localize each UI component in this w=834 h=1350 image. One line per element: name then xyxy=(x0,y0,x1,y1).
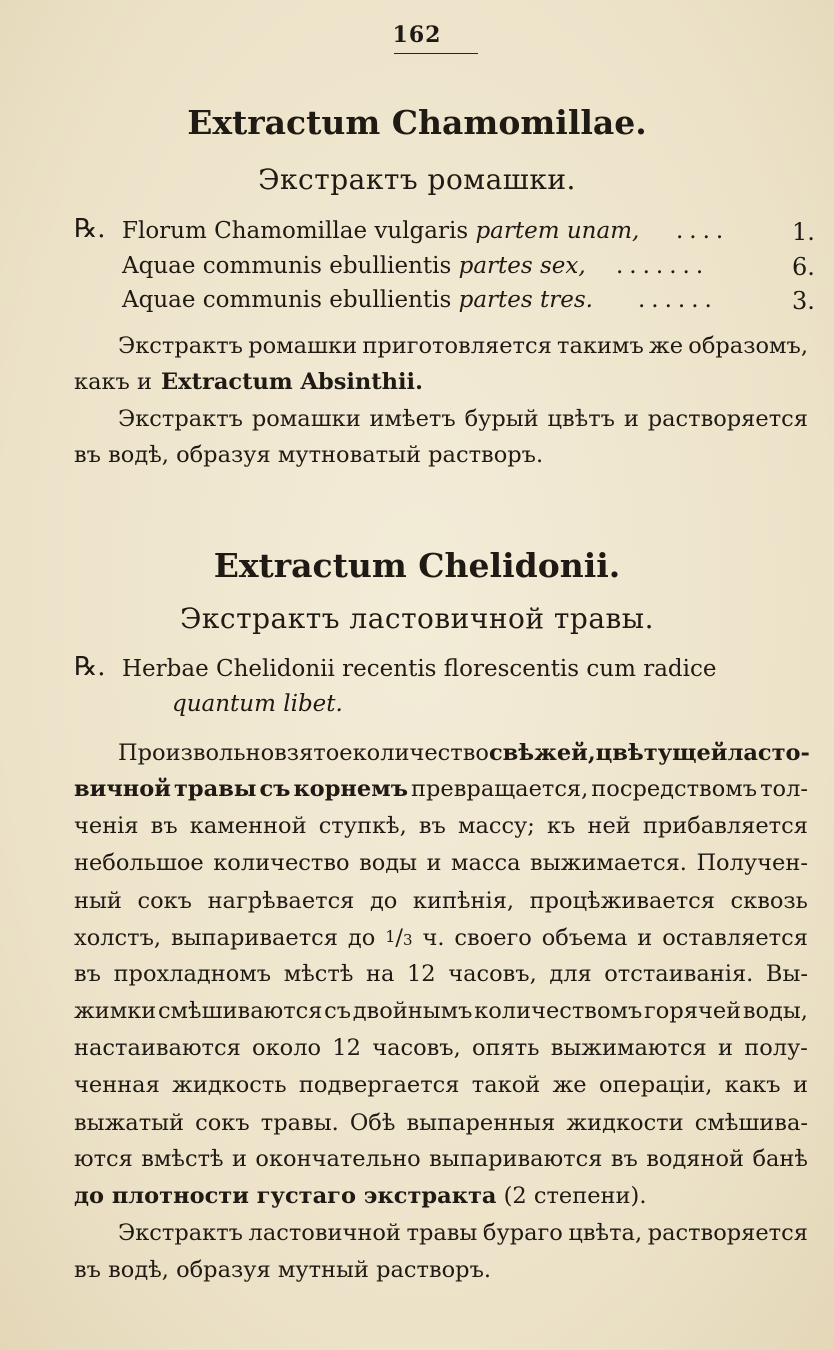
word: свѣжей, xyxy=(488,740,596,766)
word: водяной xyxy=(646,1146,745,1172)
word: Получен- xyxy=(696,850,808,876)
paragraph-line xyxy=(74,1183,808,1209)
word: настаиваются xyxy=(74,1035,241,1061)
paragraph-line xyxy=(74,442,808,468)
word: ластовичной xyxy=(248,1220,401,1246)
leader-dots: ...... xyxy=(638,287,718,313)
word: Экстрактъ xyxy=(118,333,243,359)
ingredient-qty: 3. xyxy=(792,287,815,315)
word: цвѣтъ xyxy=(547,406,615,432)
word: Обѣ xyxy=(349,1110,396,1136)
word: сквозь xyxy=(730,888,808,914)
word: процѣживается xyxy=(529,888,715,914)
word: корнемъ xyxy=(293,776,409,802)
word: ченія xyxy=(74,813,139,839)
word: ромашки xyxy=(251,406,361,432)
word: и xyxy=(426,850,442,876)
word: жимки xyxy=(74,998,157,1024)
word: травы xyxy=(173,776,257,802)
paragraph-line xyxy=(74,998,808,1024)
word: до xyxy=(347,925,376,951)
word: Экстрактъ xyxy=(118,1220,243,1246)
ingredient-line: Herbae Chelidonii recentis florescentis cum radice xyxy=(122,656,717,682)
paragraph-line xyxy=(74,1146,808,1172)
word: количествомъ xyxy=(474,998,643,1024)
word: ный xyxy=(74,888,122,914)
word: и xyxy=(792,1072,808,1098)
word: 12 xyxy=(406,961,436,987)
word: съ xyxy=(324,998,352,1024)
recipe-symbol: ℞. xyxy=(74,214,106,244)
word: вичной xyxy=(74,776,171,802)
word: холстъ, xyxy=(74,925,162,951)
word: ются xyxy=(74,1146,133,1172)
page-number-rule xyxy=(394,53,478,54)
ingredient-qty: 1. xyxy=(792,218,815,246)
ingredient-amount: partes tres. xyxy=(458,287,593,313)
word: же xyxy=(649,333,684,359)
word: такой xyxy=(471,1072,541,1098)
word: растворяется xyxy=(647,1220,808,1246)
paragraph-line xyxy=(118,333,808,359)
word: воды xyxy=(359,850,418,876)
ingredient-name: Aquae communis ebullientis xyxy=(122,287,452,313)
word: жидкость xyxy=(172,1072,287,1098)
word: выпаренныя xyxy=(406,1110,556,1136)
word: объема xyxy=(541,925,628,951)
word: превращается, xyxy=(411,776,589,802)
paragraph-line xyxy=(74,813,808,839)
ingredient-amount: partem unam, xyxy=(475,218,640,244)
word: же xyxy=(552,1072,587,1098)
word: такимъ xyxy=(557,333,644,359)
word: цвѣтущей xyxy=(595,740,728,766)
paragraph-line xyxy=(74,1257,808,1283)
word: своего xyxy=(454,925,532,951)
word: въ xyxy=(74,961,101,987)
ingredient-amount-text: quantum libet. xyxy=(172,691,343,717)
section-subtitle-chamomillae: Экстрактъ ромашки. xyxy=(258,163,576,196)
word: масса xyxy=(451,850,521,876)
word: сокъ xyxy=(195,1110,250,1136)
word: и xyxy=(717,1035,733,1061)
word: сокъ xyxy=(137,888,192,914)
word: смѣшиваются xyxy=(157,998,323,1024)
ingredient-amount xyxy=(172,691,343,717)
word: ласто- xyxy=(727,740,810,766)
word: банѣ xyxy=(752,1146,808,1172)
word: около xyxy=(252,1035,322,1061)
word: воды, xyxy=(742,998,808,1024)
word: цвѣта, xyxy=(568,1220,643,1246)
paragraph-line xyxy=(74,369,808,395)
word: къ xyxy=(546,813,576,839)
word: выжатый xyxy=(74,1110,185,1136)
ingredient-qty: 6. xyxy=(792,253,815,281)
word: прохладномъ xyxy=(113,961,272,987)
leader-dots: .... xyxy=(676,218,730,244)
section-title-chamomillae: Extractum Chamomillae. xyxy=(187,103,647,142)
word: ней xyxy=(587,813,631,839)
ingredient-line xyxy=(122,218,639,244)
word: нагрѣвается xyxy=(207,888,355,914)
word: жидкости xyxy=(566,1110,684,1136)
word: взятое xyxy=(274,740,353,766)
word: ромашки xyxy=(248,333,358,359)
word: ченная xyxy=(74,1072,160,1098)
word: въ xyxy=(150,813,178,839)
word: образомъ, xyxy=(688,333,808,359)
paragraph-line xyxy=(74,925,808,951)
word: 1/3 xyxy=(385,925,413,951)
word: въ xyxy=(610,1146,638,1172)
word: ч. xyxy=(422,925,445,951)
word: Вы- xyxy=(765,961,808,987)
paragraph-line xyxy=(74,776,808,802)
paragraph-line xyxy=(74,1110,808,1136)
text: какъ и xyxy=(74,369,153,395)
word: небольшое xyxy=(74,850,204,876)
paragraph-line xyxy=(118,740,808,766)
word: операціи, xyxy=(598,1072,713,1098)
paragraph-line xyxy=(118,1220,808,1246)
bold-reference: Extractum Absinthii. xyxy=(161,369,423,395)
text: до плотности густаго экстракта (2 степени). xyxy=(74,1183,647,1209)
recipe-symbol: ℞. xyxy=(74,652,106,682)
paragraph-line xyxy=(74,850,808,876)
word: травы. xyxy=(260,1110,339,1136)
word: бурый xyxy=(464,406,539,432)
text: въ водѣ, образуя мутноватый растворъ. xyxy=(74,442,544,468)
page-number: 162 xyxy=(392,22,442,48)
word: въ xyxy=(418,813,446,839)
paragraph-line xyxy=(74,1072,808,1098)
word: приготовляется xyxy=(362,333,552,359)
word: для xyxy=(549,961,592,987)
word: выпариваются xyxy=(429,1146,603,1172)
word: бураго xyxy=(482,1220,563,1246)
word: оставляется xyxy=(662,925,808,951)
word: посредствомъ xyxy=(591,776,758,802)
word: полу- xyxy=(744,1035,808,1061)
word: отстаиванія. xyxy=(604,961,754,987)
word: количество xyxy=(352,740,489,766)
word: каменной xyxy=(189,813,307,839)
word: и xyxy=(232,1146,248,1172)
word: какъ xyxy=(724,1072,781,1098)
leader-dots: ....... xyxy=(616,253,710,279)
ingredient-name: Aquae communis ebullientis xyxy=(122,253,452,279)
ingredient-line xyxy=(122,287,593,313)
text: въ водѣ, образуя мутный растворъ. xyxy=(74,1257,492,1283)
word: и xyxy=(637,925,653,951)
word: на xyxy=(365,961,395,987)
ingredient-name: Florum Chamomillae vulgaris xyxy=(122,218,469,244)
word: тол- xyxy=(760,776,808,802)
word: выжимаются xyxy=(550,1035,707,1061)
paragraph-line xyxy=(74,961,808,987)
word: мѣстѣ xyxy=(283,961,354,987)
word: опять xyxy=(472,1035,540,1061)
word: выпаривается xyxy=(170,925,338,951)
word: и xyxy=(623,406,639,432)
word: растворяется xyxy=(647,406,808,432)
word: смѣшива- xyxy=(694,1110,808,1136)
word: окончательно xyxy=(255,1146,421,1172)
word: часовъ, xyxy=(372,1035,461,1061)
paragraph-line xyxy=(118,406,808,432)
word: 12 xyxy=(332,1035,361,1061)
word: подвергается xyxy=(298,1072,460,1098)
section-subtitle-chelidonii: Экстрактъ ластовичной травы. xyxy=(179,602,654,635)
word: имѣетъ xyxy=(369,406,456,432)
word: выжимается. xyxy=(530,850,687,876)
word: Экстрактъ xyxy=(118,406,243,432)
word: массу; xyxy=(457,813,535,839)
word: горячей xyxy=(644,998,742,1024)
section-title-chelidonii: Extractum Chelidonii. xyxy=(213,546,621,585)
paragraph-line xyxy=(74,888,808,914)
word: вмѣстѣ xyxy=(141,1146,224,1172)
word: количество xyxy=(213,850,350,876)
word: травы xyxy=(406,1220,478,1246)
word: часовъ, xyxy=(448,961,537,987)
word: Произвольно xyxy=(118,740,275,766)
ingredient-line xyxy=(122,253,586,279)
word: прибавляется xyxy=(642,813,808,839)
word: ступкѣ, xyxy=(318,813,407,839)
paragraph-line xyxy=(74,1035,808,1061)
word: двойнымъ xyxy=(352,998,473,1024)
ingredient-amount: partes sex, xyxy=(458,253,586,279)
word: до xyxy=(369,888,398,914)
word: съ xyxy=(259,776,291,802)
word: кипѣнія, xyxy=(412,888,515,914)
